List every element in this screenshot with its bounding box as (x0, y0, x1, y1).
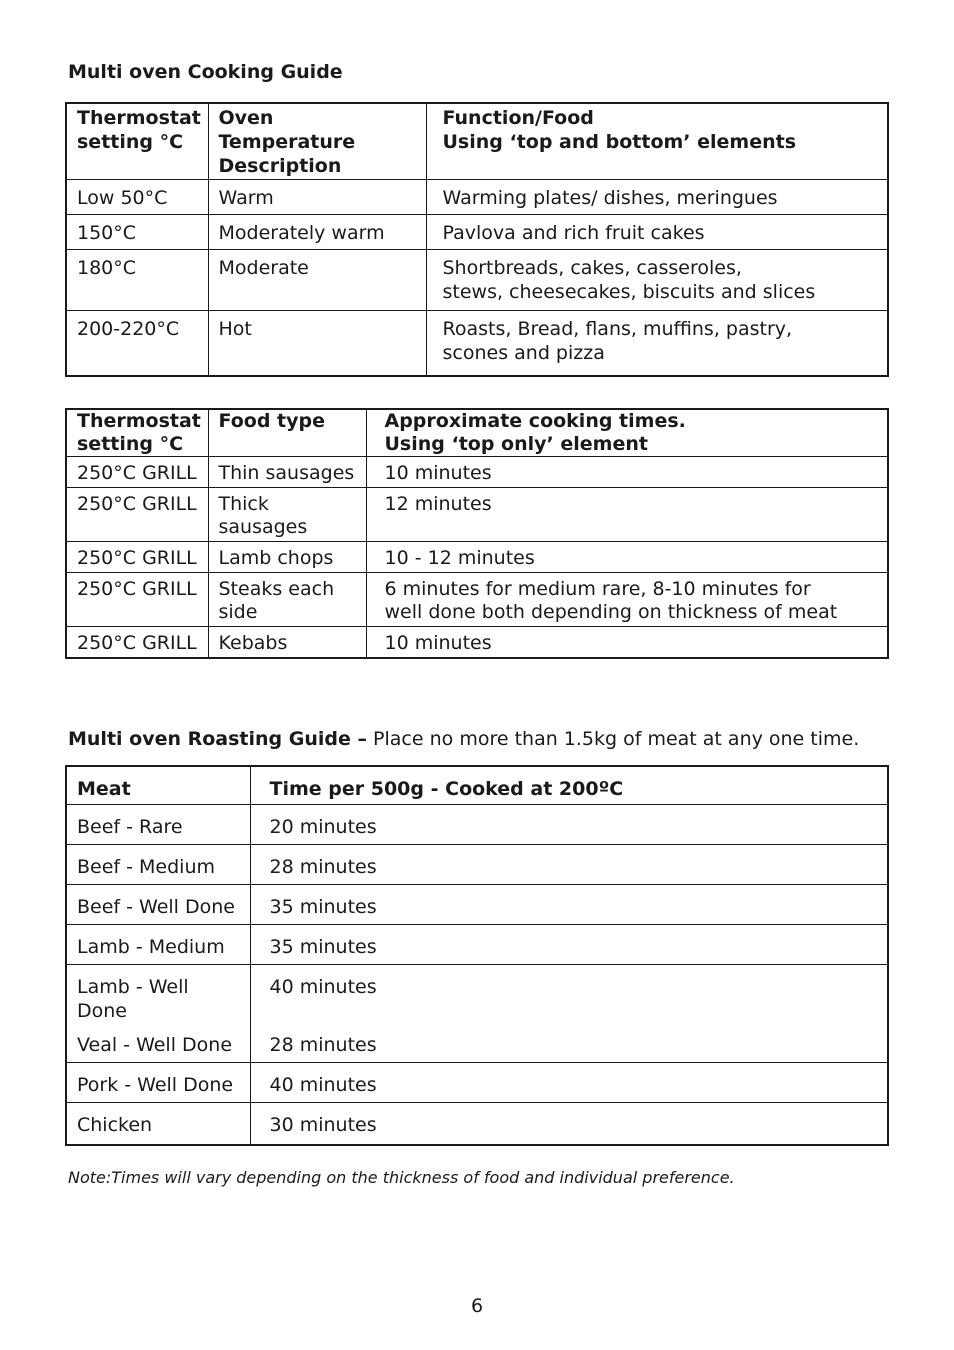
table-row (66, 180, 888, 215)
grill-guide-table (65, 408, 889, 659)
cell-meat: Beef - Rare (66, 804, 250, 844)
column-header-thermostat: Thermostat setting °C (66, 103, 208, 180)
table-row (66, 804, 888, 844)
cell-meat: Beef - Medium (66, 844, 250, 884)
cell-food: Roasts, Bread, flans, muffins, pastry, scones and pizza (426, 311, 888, 377)
table-row (66, 884, 888, 924)
cell-meat: Lamb - Medium (66, 924, 250, 964)
table-header-row (66, 766, 888, 804)
roasting-guide-title-bold: Multi oven Roasting Guide – (68, 728, 368, 750)
table-row (66, 488, 888, 542)
roasting-guide-title-rest: Place no more than 1.5kg of meat at any one time. (367, 728, 860, 750)
roasting-guide-title (68, 728, 859, 750)
cell-setting: 250°C GRILL (66, 542, 208, 573)
table-header-row (66, 409, 888, 457)
cell-cooking-time: 10 minutes (366, 457, 888, 488)
cell-food-type: Thick sausages (208, 488, 366, 542)
cell-food-type: Lamb chops (208, 542, 366, 573)
cell-cooking-time: 10 minutes (366, 627, 888, 659)
cell-food-type: Thin sausages (208, 457, 366, 488)
cell-description: Moderately warm (208, 215, 426, 250)
cell-time: 30 minutes (250, 1103, 888, 1145)
cooking-guide-title: Multi oven Cooking Guide (68, 61, 343, 83)
cell-food-type: Steaks each side (208, 573, 366, 627)
table-row (66, 844, 888, 884)
table-header-row (66, 103, 888, 180)
page-number: 6 (470, 1295, 484, 1317)
column-header-description: Oven Temperature Description (208, 103, 426, 180)
cell-setting: 200-220°C (66, 311, 208, 377)
column-header-meat: Meat (66, 766, 250, 804)
cell-setting: 250°C GRILL (66, 457, 208, 488)
cell-description: Hot (208, 311, 426, 377)
cell-cooking-time: 10 - 12 minutes (366, 542, 888, 573)
cell-description: Warm (208, 180, 426, 215)
column-header-thermostat: Thermostat setting °C (66, 409, 208, 457)
cooking-guide-table (65, 102, 889, 377)
cell-food-type: Kebabs (208, 627, 366, 659)
column-header-time-per-500g: Time per 500g - Cooked at 200ºC (250, 766, 888, 804)
cell-setting: 250°C GRILL (66, 627, 208, 659)
cell-meat: Chicken (66, 1103, 250, 1145)
cell-food: Shortbreads, cakes, casseroles, stews, cheesecakes, biscuits and slices (426, 250, 888, 311)
cell-setting: 250°C GRILL (66, 488, 208, 542)
cell-food: Pavlova and rich fruit cakes (426, 215, 888, 250)
cell-cooking-time: 6 minutes for medium rare, 8-10 minutes for well done both depending on thickness of meat (366, 573, 888, 627)
table-row (66, 964, 888, 1023)
table-row (66, 924, 888, 964)
roasting-guide-table (65, 765, 889, 1146)
cell-setting: 250°C GRILL (66, 573, 208, 627)
cell-time: 35 minutes (250, 884, 888, 924)
table-row (66, 573, 888, 627)
footnote: Note:Times will vary depending on the thickness of food and individual preference. (68, 1168, 735, 1187)
table-row (66, 1103, 888, 1145)
cell-setting: 180°C (66, 250, 208, 311)
cell-meat: Beef - Well Done (66, 884, 250, 924)
column-header-food-type: Food type (208, 409, 366, 457)
table-row (66, 542, 888, 573)
table-row (66, 627, 888, 659)
cell-cooking-time: 12 minutes (366, 488, 888, 542)
cell-time: 35 minutes (250, 924, 888, 964)
cell-meat: Lamb - Well Done (66, 964, 250, 1023)
cell-description: Moderate (208, 250, 426, 311)
cell-time: 20 minutes (250, 804, 888, 844)
table-row (66, 250, 888, 311)
table-row (66, 457, 888, 488)
cell-time: 40 minutes (250, 964, 888, 1023)
table-row (66, 215, 888, 250)
cell-meat: Pork - Well Done (66, 1063, 250, 1103)
cell-meat: Veal - Well Done (66, 1023, 250, 1063)
column-header-cooking-times: Approximate cooking times. Using ‘top only’ element (366, 409, 888, 457)
cell-time: 28 minutes (250, 844, 888, 884)
column-header-function-food: Function/Food Using ‘top and bottom’ elements (426, 103, 888, 180)
table-row (66, 1063, 888, 1103)
table-row (66, 1023, 888, 1063)
cell-time: 40 minutes (250, 1063, 888, 1103)
cell-food: Warming plates/ dishes, meringues (426, 180, 888, 215)
cell-setting: 150°C (66, 215, 208, 250)
table-row (66, 311, 888, 377)
cell-time: 28 minutes (250, 1023, 888, 1063)
cell-setting: Low 50°C (66, 180, 208, 215)
